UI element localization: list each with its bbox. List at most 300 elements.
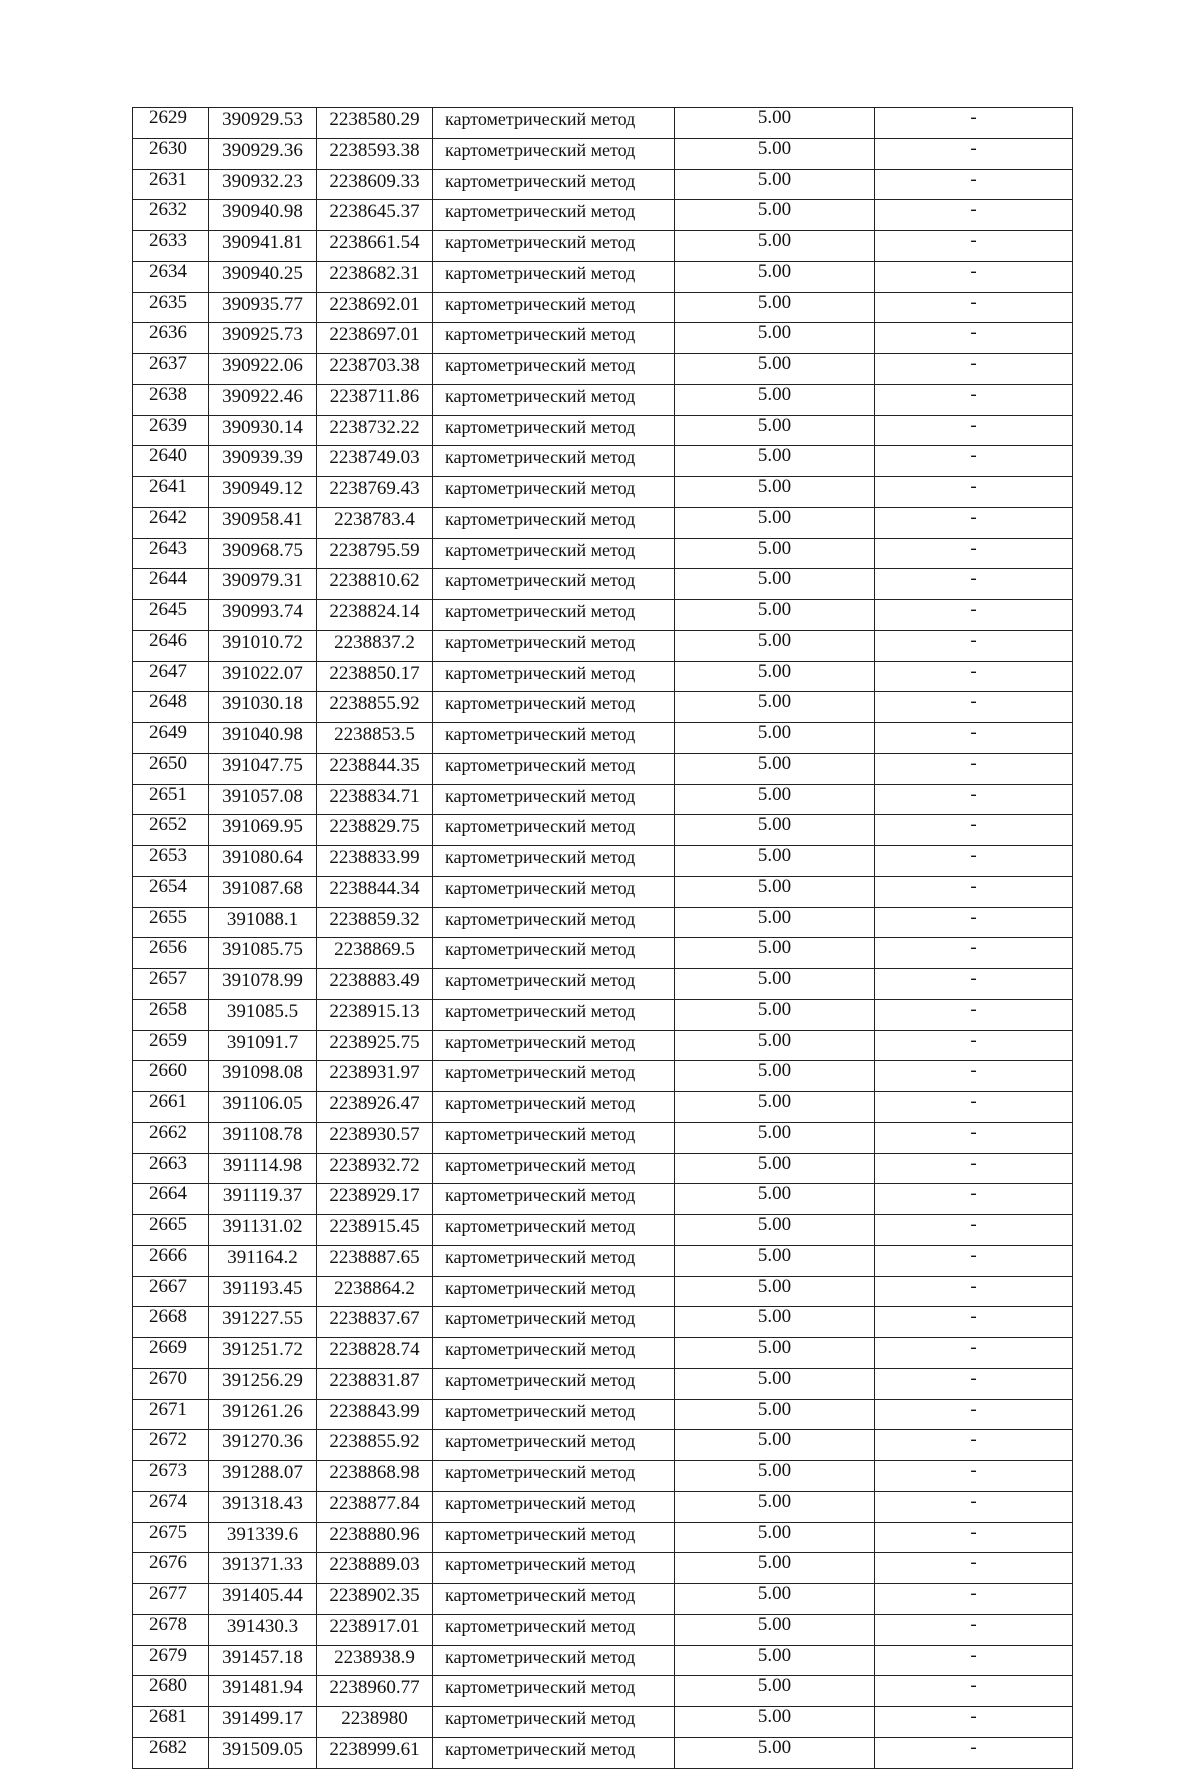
x-coordinate-cell: 391371.33 — [209, 1553, 317, 1584]
x-coordinate-cell: 391010.72 — [209, 630, 317, 661]
description-cell: - — [875, 1338, 1073, 1369]
x-coordinate-cell: 391339.6 — [209, 1522, 317, 1553]
description-cell: - — [875, 108, 1073, 139]
table-row — [133, 938, 1073, 969]
accuracy-cell: 5.00 — [675, 231, 875, 262]
point-number-cell: 2679 — [133, 1645, 209, 1676]
y-coordinate-cell: 2238844.34 — [317, 876, 433, 907]
point-number-cell: 2637 — [133, 354, 209, 385]
description-cell: - — [875, 1676, 1073, 1707]
point-number-cell: 2636 — [133, 323, 209, 354]
table-row — [133, 415, 1073, 446]
point-number-cell: 2633 — [133, 231, 209, 262]
x-coordinate-cell: 391040.98 — [209, 723, 317, 754]
description-cell: - — [875, 1461, 1073, 1492]
x-coordinate-cell: 390935.77 — [209, 292, 317, 323]
accuracy-cell: 5.00 — [675, 1584, 875, 1615]
table-row — [133, 1491, 1073, 1522]
method-cell: картометрический метод — [433, 138, 675, 169]
accuracy-cell: 5.00 — [675, 538, 875, 569]
method-cell: картометрический метод — [433, 354, 675, 385]
x-coordinate-cell: 391270.36 — [209, 1430, 317, 1461]
y-coordinate-cell: 2238824.14 — [317, 600, 433, 631]
description-cell: - — [875, 384, 1073, 415]
accuracy-cell: 5.00 — [675, 108, 875, 139]
method-cell: картометрический метод — [433, 876, 675, 907]
method-cell: картометрический метод — [433, 1338, 675, 1369]
table-row — [133, 630, 1073, 661]
point-number-cell: 2630 — [133, 138, 209, 169]
y-coordinate-cell: 2238844.35 — [317, 753, 433, 784]
accuracy-cell: 5.00 — [675, 846, 875, 877]
y-coordinate-cell: 2238682.31 — [317, 261, 433, 292]
point-number-cell: 2682 — [133, 1737, 209, 1768]
description-cell: - — [875, 538, 1073, 569]
point-number-cell: 2651 — [133, 784, 209, 815]
description-cell: - — [875, 1153, 1073, 1184]
accuracy-cell: 5.00 — [675, 1522, 875, 1553]
method-cell: картометрический метод — [433, 1307, 675, 1338]
document-page — [132, 107, 1072, 1769]
x-coordinate-cell: 390968.75 — [209, 538, 317, 569]
y-coordinate-cell: 2238999.61 — [317, 1737, 433, 1768]
point-number-cell: 2647 — [133, 661, 209, 692]
method-cell: картометрический метод — [433, 261, 675, 292]
accuracy-cell: 5.00 — [675, 999, 875, 1030]
y-coordinate-cell: 2238868.98 — [317, 1461, 433, 1492]
point-number-cell: 2657 — [133, 969, 209, 1000]
accuracy-cell: 5.00 — [675, 1215, 875, 1246]
method-cell: картометрический метод — [433, 692, 675, 723]
point-number-cell: 2666 — [133, 1245, 209, 1276]
y-coordinate-cell: 2238931.97 — [317, 1061, 433, 1092]
x-coordinate-cell: 391085.75 — [209, 938, 317, 969]
point-number-cell: 2665 — [133, 1215, 209, 1246]
method-cell: картометрический метод — [433, 723, 675, 754]
description-cell: - — [875, 938, 1073, 969]
y-coordinate-cell: 2238859.32 — [317, 907, 433, 938]
x-coordinate-cell: 390925.73 — [209, 323, 317, 354]
table-row — [133, 323, 1073, 354]
description-cell: - — [875, 1491, 1073, 1522]
description-cell: - — [875, 784, 1073, 815]
point-number-cell: 2652 — [133, 815, 209, 846]
accuracy-cell: 5.00 — [675, 1461, 875, 1492]
table-row — [133, 538, 1073, 569]
description-cell: - — [875, 1707, 1073, 1738]
table-row — [133, 876, 1073, 907]
point-number-cell: 2676 — [133, 1553, 209, 1584]
y-coordinate-cell: 2238833.99 — [317, 846, 433, 877]
table-row — [133, 1307, 1073, 1338]
x-coordinate-cell: 391227.55 — [209, 1307, 317, 1338]
method-cell: картометрический метод — [433, 1030, 675, 1061]
description-cell: - — [875, 1368, 1073, 1399]
y-coordinate-cell: 2238828.74 — [317, 1338, 433, 1369]
point-number-cell: 2640 — [133, 446, 209, 477]
y-coordinate-cell: 2238850.17 — [317, 661, 433, 692]
method-cell: картометрический метод — [433, 1522, 675, 1553]
method-cell: картометрический метод — [433, 384, 675, 415]
description-cell: - — [875, 1522, 1073, 1553]
x-coordinate-cell: 390929.36 — [209, 138, 317, 169]
table-row — [133, 1614, 1073, 1645]
accuracy-cell: 5.00 — [675, 1030, 875, 1061]
table-row — [133, 692, 1073, 723]
point-number-cell: 2655 — [133, 907, 209, 938]
accuracy-cell: 5.00 — [675, 1491, 875, 1522]
point-number-cell: 2670 — [133, 1368, 209, 1399]
method-cell: картометрический метод — [433, 600, 675, 631]
x-coordinate-cell: 391057.08 — [209, 784, 317, 815]
accuracy-cell: 5.00 — [675, 1184, 875, 1215]
method-cell: картометрический метод — [433, 815, 675, 846]
point-number-cell: 2656 — [133, 938, 209, 969]
x-coordinate-cell: 390949.12 — [209, 477, 317, 508]
x-coordinate-cell: 390930.14 — [209, 415, 317, 446]
description-cell: - — [875, 1122, 1073, 1153]
table-row — [133, 1215, 1073, 1246]
x-coordinate-cell: 391509.05 — [209, 1737, 317, 1768]
table-row — [133, 1122, 1073, 1153]
accuracy-cell: 5.00 — [675, 1061, 875, 1092]
description-cell: - — [875, 815, 1073, 846]
table-row — [133, 753, 1073, 784]
point-number-cell: 2678 — [133, 1614, 209, 1645]
method-cell: картометрический метод — [433, 569, 675, 600]
y-coordinate-cell: 2238902.35 — [317, 1584, 433, 1615]
table-row — [133, 1245, 1073, 1276]
point-number-cell: 2632 — [133, 200, 209, 231]
table-row — [133, 446, 1073, 477]
method-cell: картометрический метод — [433, 969, 675, 1000]
accuracy-cell: 5.00 — [675, 354, 875, 385]
accuracy-cell: 5.00 — [675, 723, 875, 754]
table-row — [133, 200, 1073, 231]
x-coordinate-cell: 391098.08 — [209, 1061, 317, 1092]
y-coordinate-cell: 2238645.37 — [317, 200, 433, 231]
accuracy-cell: 5.00 — [675, 169, 875, 200]
y-coordinate-cell: 2238834.71 — [317, 784, 433, 815]
accuracy-cell: 5.00 — [675, 477, 875, 508]
y-coordinate-cell: 2238930.57 — [317, 1122, 433, 1153]
accuracy-cell: 5.00 — [675, 692, 875, 723]
accuracy-cell: 5.00 — [675, 1122, 875, 1153]
method-cell: картометрический метод — [433, 292, 675, 323]
y-coordinate-cell: 2238853.5 — [317, 723, 433, 754]
y-coordinate-cell: 2238925.75 — [317, 1030, 433, 1061]
method-cell: картометрический метод — [433, 1122, 675, 1153]
y-coordinate-cell: 2238877.84 — [317, 1491, 433, 1522]
x-coordinate-cell: 390922.46 — [209, 384, 317, 415]
method-cell: картометрический метод — [433, 1553, 675, 1584]
method-cell: картометрический метод — [433, 1184, 675, 1215]
y-coordinate-cell: 2238810.62 — [317, 569, 433, 600]
y-coordinate-cell: 2238980 — [317, 1707, 433, 1738]
description-cell: - — [875, 446, 1073, 477]
x-coordinate-cell: 391030.18 — [209, 692, 317, 723]
point-number-cell: 2638 — [133, 384, 209, 415]
x-coordinate-cell: 391405.44 — [209, 1584, 317, 1615]
accuracy-cell: 5.00 — [675, 1430, 875, 1461]
y-coordinate-cell: 2238926.47 — [317, 1092, 433, 1123]
point-number-cell: 2631 — [133, 169, 209, 200]
accuracy-cell: 5.00 — [675, 876, 875, 907]
y-coordinate-cell: 2238692.01 — [317, 292, 433, 323]
table-row — [133, 169, 1073, 200]
accuracy-cell: 5.00 — [675, 446, 875, 477]
y-coordinate-cell: 2238889.03 — [317, 1553, 433, 1584]
accuracy-cell: 5.00 — [675, 815, 875, 846]
accuracy-cell: 5.00 — [675, 1245, 875, 1276]
description-cell: - — [875, 415, 1073, 446]
x-coordinate-cell: 390993.74 — [209, 600, 317, 631]
x-coordinate-cell: 390939.39 — [209, 446, 317, 477]
table-row — [133, 1645, 1073, 1676]
method-cell: картометрический метод — [433, 999, 675, 1030]
accuracy-cell: 5.00 — [675, 138, 875, 169]
x-coordinate-cell: 391080.64 — [209, 846, 317, 877]
table-row — [133, 1092, 1073, 1123]
y-coordinate-cell: 2238883.49 — [317, 969, 433, 1000]
x-coordinate-cell: 390929.53 — [209, 108, 317, 139]
table-row — [133, 1707, 1073, 1738]
description-cell: - — [875, 600, 1073, 631]
method-cell: картометрический метод — [433, 446, 675, 477]
description-cell: - — [875, 630, 1073, 661]
description-cell: - — [875, 876, 1073, 907]
accuracy-cell: 5.00 — [675, 507, 875, 538]
table-row — [133, 231, 1073, 262]
accuracy-cell: 5.00 — [675, 784, 875, 815]
description-cell: - — [875, 1737, 1073, 1768]
description-cell: - — [875, 661, 1073, 692]
point-number-cell: 2662 — [133, 1122, 209, 1153]
x-coordinate-cell: 391091.7 — [209, 1030, 317, 1061]
x-coordinate-cell: 391088.1 — [209, 907, 317, 938]
coordinates-table — [132, 107, 1073, 1769]
method-cell: картометрический метод — [433, 846, 675, 877]
method-cell: картометрический метод — [433, 661, 675, 692]
accuracy-cell: 5.00 — [675, 1307, 875, 1338]
point-number-cell: 2681 — [133, 1707, 209, 1738]
point-number-cell: 2671 — [133, 1399, 209, 1430]
description-cell: - — [875, 1030, 1073, 1061]
method-cell: картометрический метод — [433, 200, 675, 231]
point-number-cell: 2673 — [133, 1461, 209, 1492]
method-cell: картометрический метод — [433, 938, 675, 969]
y-coordinate-cell: 2238831.87 — [317, 1368, 433, 1399]
y-coordinate-cell: 2238697.01 — [317, 323, 433, 354]
table-row — [133, 138, 1073, 169]
x-coordinate-cell: 391457.18 — [209, 1645, 317, 1676]
y-coordinate-cell: 2238609.33 — [317, 169, 433, 200]
method-cell: картометрический метод — [433, 169, 675, 200]
table-row — [133, 600, 1073, 631]
point-number-cell: 2658 — [133, 999, 209, 1030]
point-number-cell: 2650 — [133, 753, 209, 784]
point-number-cell: 2646 — [133, 630, 209, 661]
point-number-cell: 2639 — [133, 415, 209, 446]
point-number-cell: 2642 — [133, 507, 209, 538]
point-number-cell: 2629 — [133, 108, 209, 139]
description-cell: - — [875, 753, 1073, 784]
description-cell: - — [875, 1215, 1073, 1246]
accuracy-cell: 5.00 — [675, 969, 875, 1000]
method-cell: картометрический метод — [433, 415, 675, 446]
point-number-cell: 2667 — [133, 1276, 209, 1307]
description-cell: - — [875, 1092, 1073, 1123]
x-coordinate-cell: 391481.94 — [209, 1676, 317, 1707]
y-coordinate-cell: 2238915.45 — [317, 1215, 433, 1246]
y-coordinate-cell: 2238703.38 — [317, 354, 433, 385]
description-cell: - — [875, 1399, 1073, 1430]
method-cell: картометрический метод — [433, 1368, 675, 1399]
point-number-cell: 2660 — [133, 1061, 209, 1092]
description-cell: - — [875, 1061, 1073, 1092]
accuracy-cell: 5.00 — [675, 384, 875, 415]
table-row — [133, 1584, 1073, 1615]
method-cell: картометрический метод — [433, 1491, 675, 1522]
method-cell: картометрический метод — [433, 1061, 675, 1092]
description-cell: - — [875, 1430, 1073, 1461]
description-cell: - — [875, 846, 1073, 877]
accuracy-cell: 5.00 — [675, 938, 875, 969]
table-row — [133, 261, 1073, 292]
x-coordinate-cell: 390922.06 — [209, 354, 317, 385]
table-row — [133, 661, 1073, 692]
accuracy-cell: 5.00 — [675, 1399, 875, 1430]
table-row — [133, 1368, 1073, 1399]
method-cell: картометрический метод — [433, 538, 675, 569]
description-cell: - — [875, 323, 1073, 354]
description-cell: - — [875, 1276, 1073, 1307]
y-coordinate-cell: 2238829.75 — [317, 815, 433, 846]
description-cell: - — [875, 354, 1073, 385]
table-row — [133, 569, 1073, 600]
description-cell: - — [875, 138, 1073, 169]
accuracy-cell: 5.00 — [675, 1614, 875, 1645]
method-cell: картометрический метод — [433, 323, 675, 354]
point-number-cell: 2674 — [133, 1491, 209, 1522]
point-number-cell: 2677 — [133, 1584, 209, 1615]
point-number-cell: 2659 — [133, 1030, 209, 1061]
method-cell: картометрический метод — [433, 1430, 675, 1461]
x-coordinate-cell: 390979.31 — [209, 569, 317, 600]
method-cell: картометрический метод — [433, 507, 675, 538]
table-row — [133, 1553, 1073, 1584]
y-coordinate-cell: 2238837.67 — [317, 1307, 433, 1338]
accuracy-cell: 5.00 — [675, 415, 875, 446]
method-cell: картометрический метод — [433, 231, 675, 262]
table-row — [133, 999, 1073, 1030]
x-coordinate-cell: 391022.07 — [209, 661, 317, 692]
description-cell: - — [875, 999, 1073, 1030]
accuracy-cell: 5.00 — [675, 600, 875, 631]
accuracy-cell: 5.00 — [675, 1737, 875, 1768]
x-coordinate-cell: 391251.72 — [209, 1338, 317, 1369]
y-coordinate-cell: 2238580.29 — [317, 108, 433, 139]
point-number-cell: 2653 — [133, 846, 209, 877]
point-number-cell: 2635 — [133, 292, 209, 323]
method-cell: картометрический метод — [433, 1676, 675, 1707]
table-body — [133, 108, 1073, 1769]
accuracy-cell: 5.00 — [675, 323, 875, 354]
table-row — [133, 108, 1073, 139]
accuracy-cell: 5.00 — [675, 261, 875, 292]
table-row — [133, 1338, 1073, 1369]
y-coordinate-cell: 2238661.54 — [317, 231, 433, 262]
table-row — [133, 1737, 1073, 1768]
x-coordinate-cell: 391114.98 — [209, 1153, 317, 1184]
point-number-cell: 2661 — [133, 1092, 209, 1123]
table-row — [133, 477, 1073, 508]
x-coordinate-cell: 390958.41 — [209, 507, 317, 538]
y-coordinate-cell: 2238769.43 — [317, 477, 433, 508]
description-cell: - — [875, 1184, 1073, 1215]
x-coordinate-cell: 391261.26 — [209, 1399, 317, 1430]
point-number-cell: 2675 — [133, 1522, 209, 1553]
accuracy-cell: 5.00 — [675, 569, 875, 600]
table-row — [133, 384, 1073, 415]
y-coordinate-cell: 2238932.72 — [317, 1153, 433, 1184]
x-coordinate-cell: 391078.99 — [209, 969, 317, 1000]
x-coordinate-cell: 391106.05 — [209, 1092, 317, 1123]
x-coordinate-cell: 391318.43 — [209, 1491, 317, 1522]
x-coordinate-cell: 391087.68 — [209, 876, 317, 907]
y-coordinate-cell: 2238593.38 — [317, 138, 433, 169]
y-coordinate-cell: 2238711.86 — [317, 384, 433, 415]
table-row — [133, 354, 1073, 385]
description-cell: - — [875, 231, 1073, 262]
x-coordinate-cell: 391108.78 — [209, 1122, 317, 1153]
method-cell: картометрический метод — [433, 784, 675, 815]
description-cell: - — [875, 1614, 1073, 1645]
point-number-cell: 2649 — [133, 723, 209, 754]
table-row — [133, 1430, 1073, 1461]
accuracy-cell: 5.00 — [675, 1707, 875, 1738]
table-row — [133, 1399, 1073, 1430]
description-cell: - — [875, 907, 1073, 938]
table-row — [133, 969, 1073, 1000]
table-row — [133, 1522, 1073, 1553]
accuracy-cell: 5.00 — [675, 753, 875, 784]
y-coordinate-cell: 2238880.96 — [317, 1522, 433, 1553]
x-coordinate-cell: 391047.75 — [209, 753, 317, 784]
description-cell: - — [875, 723, 1073, 754]
y-coordinate-cell: 2238732.22 — [317, 415, 433, 446]
x-coordinate-cell: 391499.17 — [209, 1707, 317, 1738]
table-row — [133, 1276, 1073, 1307]
x-coordinate-cell: 391131.02 — [209, 1215, 317, 1246]
description-cell: - — [875, 292, 1073, 323]
point-number-cell: 2668 — [133, 1307, 209, 1338]
accuracy-cell: 5.00 — [675, 1645, 875, 1676]
y-coordinate-cell: 2238960.77 — [317, 1676, 433, 1707]
accuracy-cell: 5.00 — [675, 1338, 875, 1369]
method-cell: картометрический метод — [433, 1153, 675, 1184]
method-cell: картометрический метод — [433, 1215, 675, 1246]
description-cell: - — [875, 1307, 1073, 1338]
table-row — [133, 1461, 1073, 1492]
method-cell: картометрический метод — [433, 907, 675, 938]
table-row — [133, 784, 1073, 815]
table-row — [133, 846, 1073, 877]
accuracy-cell: 5.00 — [675, 1553, 875, 1584]
y-coordinate-cell: 2238749.03 — [317, 446, 433, 477]
description-cell: - — [875, 261, 1073, 292]
method-cell: картометрический метод — [433, 477, 675, 508]
